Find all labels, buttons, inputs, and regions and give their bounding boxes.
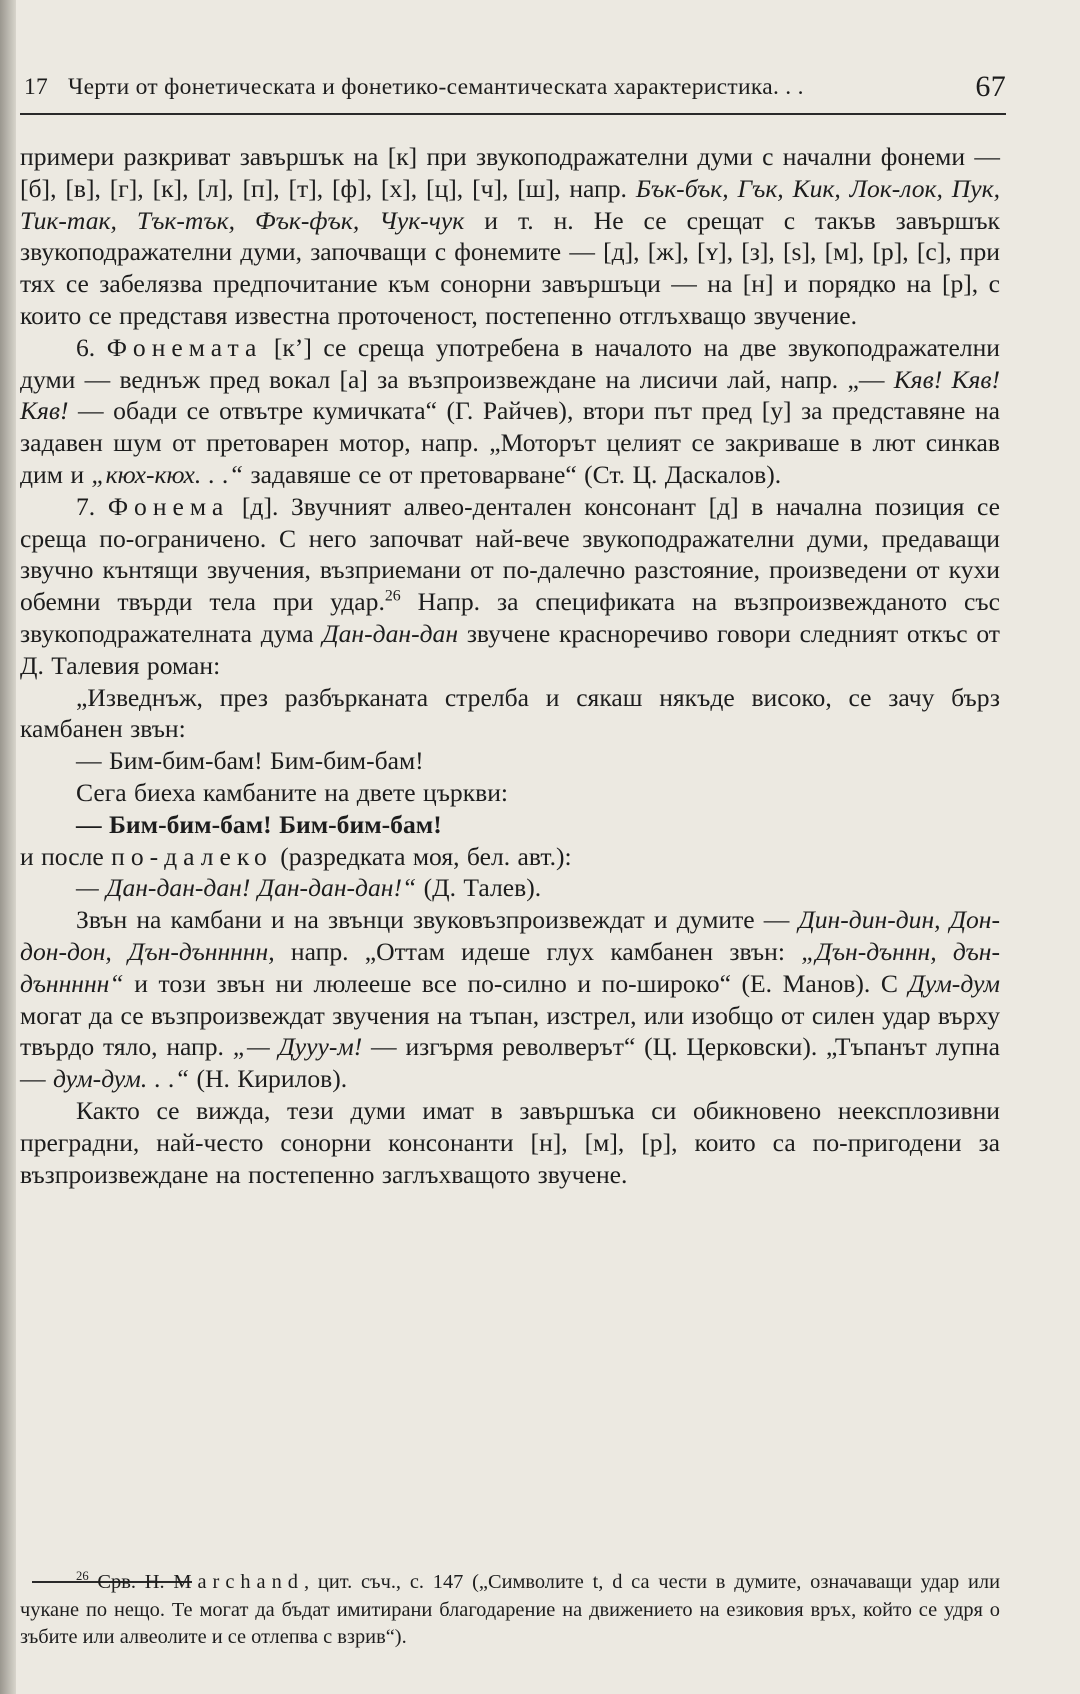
spaced-term: Фонемата <box>106 332 263 362</box>
quote-line: — Бим-бим-бам! Бим-бим-бам! <box>76 809 442 839</box>
header-rule <box>20 113 1006 115</box>
paragraph-7: 7. Фонема [д]. Звучният алвео-дентален консонант [д] в начална позиция се среща по-ограничено. С него започват най-вече звукоподражателни думи, предаващи звучно кънтящи звучения, възприемани от по-далечно разстояние, произведени от кухи обемни твърди тела при удар.$^{26}$ Напр. за спецификата на възпроизвежданото със звукоподражателната дума Дан-дан-дан звучене красноречиво говори следният откъс от Д. Талевия роман: <box>20 491 1000 680</box>
paragraph-9: Както се вижда, тези думи имат в завършъка си обикновено неексплозивни преградни, най-често сонорни консонанти [н], [м], [р], които са по-пригодени за възпроизвеждане на постепенно заглъхващото звучене. <box>20 1095 1000 1189</box>
main-text <box>20 141 1000 1190</box>
spaced-term: Фонема <box>107 491 230 521</box>
paragraph-continuation: примери разкриват завършък на [к] при звукоподражателни думи с начални фонеми — [б], [в], [г], [к], [л], [п], [т], [ф], [х], [ц], [ч], [ш], напр. Бък-бък, Гък, Кик, Лок-лок, Пук, Тик-так, Тък-тък, Фък-фък, Чук-чук и т. н. Не се срещат с такъв завършък звукоподражателни думи, започващи с фонемите — [д], [ж], [ʏ], [з], [ѕ], [м], [р], [с], при тях се забелязва предпочитание към сонорни завършъци — на [н] и порядко на [р], с които се представя известна проточеност, постепенно отглъхващо звучение. <box>20 142 1000 330</box>
paragraph-8: Звън на камбани и на звънци звуковъзпроизвеждат и думите — Дин-дин-дин, Дон-дон-дон, Дън-дъннннн, напр. „Оттам идеше глух камбанен звън: „Дън-дъннн, дън-дъннннн“ и този звън ни люлееше все по-силно и по-широко“ (Е. Манов). С Дум-дум могат да се възпроизвеждат звучения на тъпан, изстрел, или изобщо от силен удар върху твърдо тяло, напр. „— Дууу-м! — изгърмя револверът“ (Ц. Церковски). „Тъпанът лупна — дум-дум. . .“ (Н. Кирилов). <box>20 905 1000 1094</box>
footnote-number: 26 <box>76 1569 89 1584</box>
section-number: 17 <box>24 74 49 100</box>
quote-line: „Изведнъж, през разбърканата стрелба и сякаш някъде високо, се зачу бърз камбанен звън: <box>20 682 1000 744</box>
running-header <box>24 70 1006 106</box>
footnote: $^{26}$ Срв. Н. Marchand, цит. съч., с. 147 („Символите t, d са чести в думите, означаващи удар или чукане по нещо. Те могат да бъдат имитирани благодарение на движението на езиковия връх, който се удря о зъбите или алвеолите и се отлепва с взрив“). <box>20 1569 1000 1649</box>
quote-line: — Бим-бим-бам! Бим-бим-бам! <box>76 746 424 776</box>
footnote-ref[interactable]: 26 <box>384 587 401 605</box>
quote-line: и после по-далеко (разредката моя, бел. авт.): <box>20 841 572 871</box>
page-number: 67 <box>975 70 1006 103</box>
spaced-term: Marchand <box>173 1571 305 1593</box>
page-edge-shadow <box>0 0 16 1694</box>
paragraph-6: 6. Фонемата [к’] се среща употребена в началото на две звукоподражателни думи — веднъж пред вокал [а] за възпроизвеждане на лисичи лай, напр. „— Кяв! Кяв! Кяв! — обади се отвътре кумичката“ (Г. Райчев), втори път пред [у] за представяне на задавен шум от претоварен мотор, напр. „Моторът целият се закриваше в лют синкав дим и „кюх-кюх. . .“ задавяше се от претоварване“ (Ст. Ц. Даскалов). <box>20 332 1000 489</box>
spaced-term: по-далеко <box>111 841 273 871</box>
quote-line: Сега биеха камбаните на двете църкви: <box>76 777 509 807</box>
quote-line: — Дан-дан-дан! Дан-дан-дан!“ (Д. Талев). <box>76 873 542 903</box>
book-page <box>20 0 1020 1694</box>
running-title: Черти от фонетическата и фонетико-семантическата характеристика. . . <box>68 74 804 100</box>
